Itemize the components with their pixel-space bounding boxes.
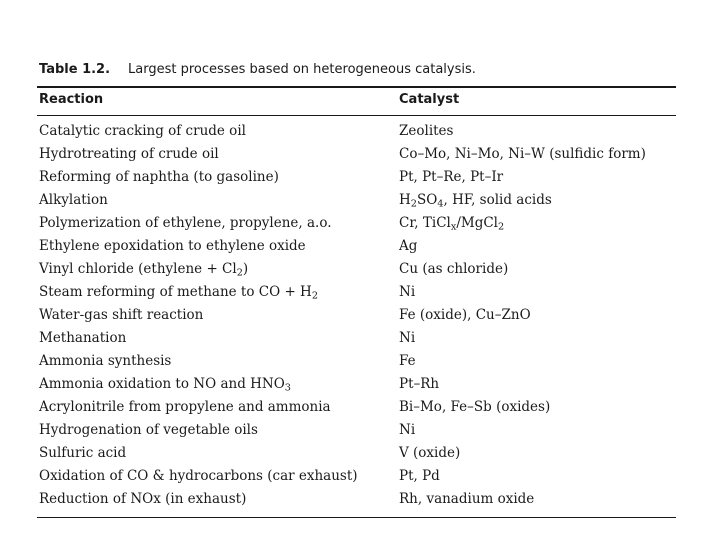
header-rule — [37, 115, 676, 116]
table-row — [0, 328, 720, 351]
reaction-cell: Oxidation of CO & hydrocarbons (car exhaust) — [39, 468, 358, 484]
table-row — [0, 489, 720, 512]
column-header-reaction: Reaction — [39, 92, 104, 107]
table-row — [0, 259, 720, 282]
reaction-cell: Acrylonitrile from propylene and ammonia — [39, 399, 331, 415]
catalyst-cell: Cu (as chloride) — [399, 261, 509, 277]
reaction-cell: Ethylene epoxidation to ethylene oxide — [39, 238, 306, 254]
table-body — [0, 121, 720, 512]
catalyst-cell: Rh, vanadium oxide — [399, 491, 535, 507]
catalyst-cell: Pt–Rh — [399, 376, 440, 392]
table-row — [0, 282, 720, 305]
column-header-catalyst: Catalyst — [399, 92, 460, 107]
catalyst-cell: Fe — [399, 353, 416, 369]
catalyst-cell: Zeolites — [399, 123, 454, 139]
table-row — [0, 305, 720, 328]
table-row — [0, 351, 720, 374]
table-number: Table 1.2. — [39, 62, 111, 77]
reaction-cell: Catalytic cracking of crude oil — [39, 123, 246, 139]
table-title: Largest processes based on heterogeneous catalysis. — [128, 62, 476, 77]
reaction-cell: Reduction of NOx (in exhaust) — [39, 491, 247, 507]
catalyst-cell: Cr, TiCl$_x$/MgCl$_2$ — [399, 215, 505, 233]
reaction-cell: Hydrogenation of vegetable oils — [39, 422, 258, 438]
catalyst-cell: Ag — [399, 238, 418, 254]
catalyst-cell: Ni — [399, 422, 416, 438]
table-row — [0, 420, 720, 443]
reaction-cell: Water-gas shift reaction — [39, 307, 204, 323]
catalyst-cell: Pt, Pd — [399, 468, 440, 484]
table-row — [0, 374, 720, 397]
table-row — [0, 190, 720, 213]
catalyst-cell: Bi–Mo, Fe–Sb (oxides) — [399, 399, 551, 415]
table-caption — [39, 62, 476, 77]
reaction-cell: Methanation — [39, 330, 127, 346]
table-row — [0, 466, 720, 489]
reaction-cell: Ammonia oxidation to NO and $HNO_3$ — [39, 376, 291, 394]
table-row — [0, 397, 720, 420]
catalyst-cell: Ni — [399, 284, 416, 300]
catalyst-cell: $H_2SO_4$, HF, solid acids — [399, 192, 552, 210]
reaction-cell: Sulfuric acid — [39, 445, 127, 461]
table-row — [0, 213, 720, 236]
table-row — [0, 443, 720, 466]
catalyst-cell: V (oxide) — [399, 445, 461, 461]
reaction-cell: Polymerization of ethylene, propylene, a.o. — [39, 215, 332, 231]
reaction-cell: Reforming of naphtha (to gasoline) — [39, 169, 279, 185]
reaction-cell: Alkylation — [39, 192, 108, 208]
reaction-cell: Hydrotreating of crude oil — [39, 146, 219, 162]
top-rule — [37, 86, 676, 88]
reaction-cell: Steam reforming of methane to CO + $H_2$ — [39, 284, 319, 302]
catalyst-cell: Pt, Pt–Re, Pt–Ir — [399, 169, 504, 185]
catalyst-cell: Ni — [399, 330, 416, 346]
reaction-cell: Vinyl chloride (ethylene + $Cl_2$) — [39, 261, 249, 279]
catalyst-cell: Fe (oxide), Cu–ZnO — [399, 307, 531, 323]
table-row — [0, 121, 720, 144]
table-row — [0, 236, 720, 259]
table-row — [0, 167, 720, 190]
bottom-rule — [37, 517, 676, 518]
catalyst-cell: Co–Mo, Ni–Mo, Ni–W (sulfidic form) — [399, 146, 646, 162]
table-row — [0, 144, 720, 167]
reaction-cell: Ammonia synthesis — [39, 353, 172, 369]
